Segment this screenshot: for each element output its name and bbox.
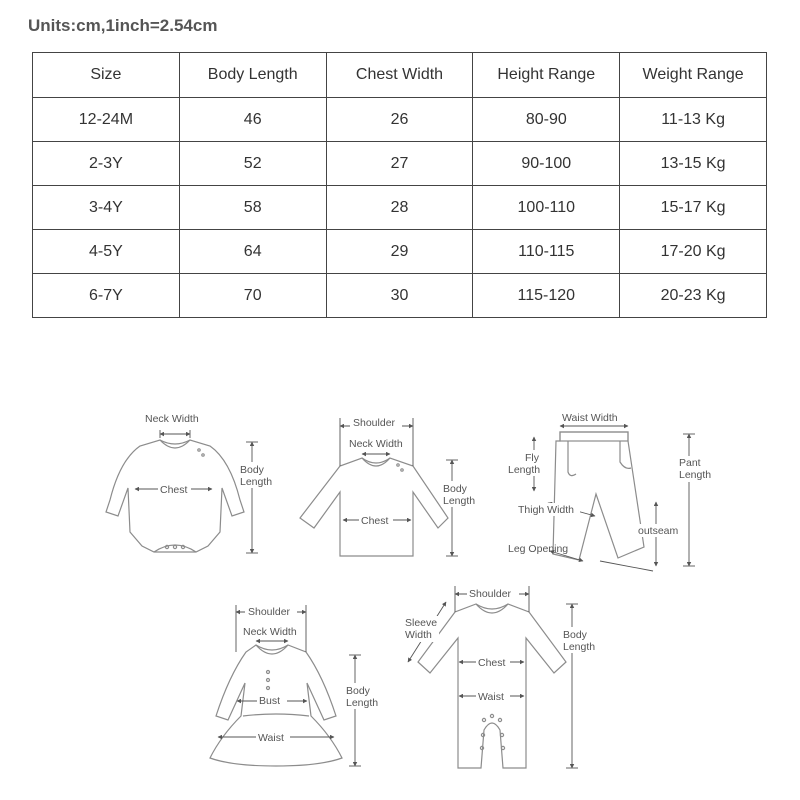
label-outseam: outseam — [638, 525, 679, 537]
header-body-length: Body Length — [179, 53, 326, 98]
label-pant-length-1: Pant — [679, 457, 701, 469]
cell-chest-width: 28 — [326, 186, 473, 230]
label-shoulder: Shoulder — [353, 417, 396, 429]
header-chest-width: Chest Width — [326, 53, 473, 98]
label-neck-width: Neck Width — [349, 438, 403, 450]
romper-outline — [418, 604, 566, 768]
header-size: Size — [33, 53, 180, 98]
label-body-length-1: Body — [240, 464, 264, 476]
table-row — [33, 230, 767, 274]
cell-body-length: 52 — [179, 142, 326, 186]
cell-weight-range: 13-15 Kg — [620, 142, 767, 186]
pants-diagram — [506, 412, 716, 571]
cell-chest-width: 27 — [326, 142, 473, 186]
cell-weight-range: 20-23 Kg — [620, 274, 767, 318]
label-pant-length-2: Length — [679, 469, 712, 481]
label-bust: Bust — [259, 695, 281, 707]
label-body-length-1: Body — [443, 483, 467, 495]
label-sleeve-width-1: Sleeve — [405, 617, 438, 629]
cell-height-range: 90-100 — [473, 142, 620, 186]
cell-weight-range: 17-20 Kg — [620, 230, 767, 274]
bodysuit-outline — [106, 440, 244, 552]
table-row — [33, 186, 767, 230]
cell-size: 2-3Y — [33, 142, 180, 186]
cell-body-length: 70 — [179, 274, 326, 318]
dress-diagram — [210, 605, 384, 766]
tshirt-outline — [300, 458, 448, 556]
header-weight-range: Weight Range — [620, 53, 767, 98]
cell-body-length: 58 — [179, 186, 326, 230]
cell-height-range: 80-90 — [473, 98, 620, 142]
label-waist: Waist — [478, 691, 504, 703]
label-body-length-2: Length — [563, 641, 596, 653]
cell-height-range: 110-115 — [473, 230, 620, 274]
cell-height-range: 115-120 — [473, 274, 620, 318]
label-fly-length-1: Fly — [525, 452, 539, 464]
label-body-length-1: Body — [346, 685, 370, 697]
table-header-row — [33, 53, 767, 98]
cell-chest-width: 26 — [326, 98, 473, 142]
label-waist-width: Waist Width — [562, 412, 618, 424]
table-row — [33, 98, 767, 142]
label-sleeve-width-2: Width — [405, 629, 432, 641]
label-body-length-2: Length — [443, 495, 476, 507]
label-waist: Waist — [258, 732, 284, 744]
cell-size: 4-5Y — [33, 230, 180, 274]
label-neck-width: Neck Width — [145, 413, 199, 425]
measurement-diagrams — [0, 400, 800, 800]
cell-size: 12-24M — [33, 98, 180, 142]
romper-diagram — [403, 586, 601, 768]
table-row — [33, 274, 767, 318]
cell-chest-width: 29 — [326, 230, 473, 274]
label-body-length-2: Length — [240, 476, 273, 488]
bodysuit-diagram — [106, 413, 278, 553]
table-row — [33, 142, 767, 186]
cell-chest-width: 30 — [326, 274, 473, 318]
size-chart-table — [32, 52, 767, 318]
tshirt-diagram — [300, 417, 481, 556]
label-shoulder: Shoulder — [469, 588, 512, 600]
cell-weight-range: 15-17 Kg — [620, 186, 767, 230]
label-thigh-width: Thigh Width — [518, 504, 575, 516]
label-body-length-2: Length — [346, 697, 379, 709]
label-fly-length-2: Length — [508, 464, 541, 476]
label-neck-width: Neck Width — [243, 626, 297, 638]
label-leg-opening: Leg Opening — [508, 543, 569, 555]
label-body-length-1: Body — [563, 629, 587, 641]
cell-body-length: 64 — [179, 230, 326, 274]
label-shoulder: Shoulder — [248, 606, 291, 618]
label-chest: Chest — [478, 657, 506, 669]
pants-outline — [553, 432, 644, 560]
label-chest: Chest — [361, 515, 389, 527]
cell-size: 6-7Y — [33, 274, 180, 318]
units-note: Units:cm,1inch=2.54cm — [28, 16, 218, 35]
cell-height-range: 100-110 — [473, 186, 620, 230]
label-chest: Chest — [160, 484, 188, 496]
cell-weight-range: 11-13 Kg — [620, 98, 767, 142]
cell-body-length: 46 — [179, 98, 326, 142]
header-height-range: Height Range — [473, 53, 620, 98]
cell-size: 3-4Y — [33, 186, 180, 230]
